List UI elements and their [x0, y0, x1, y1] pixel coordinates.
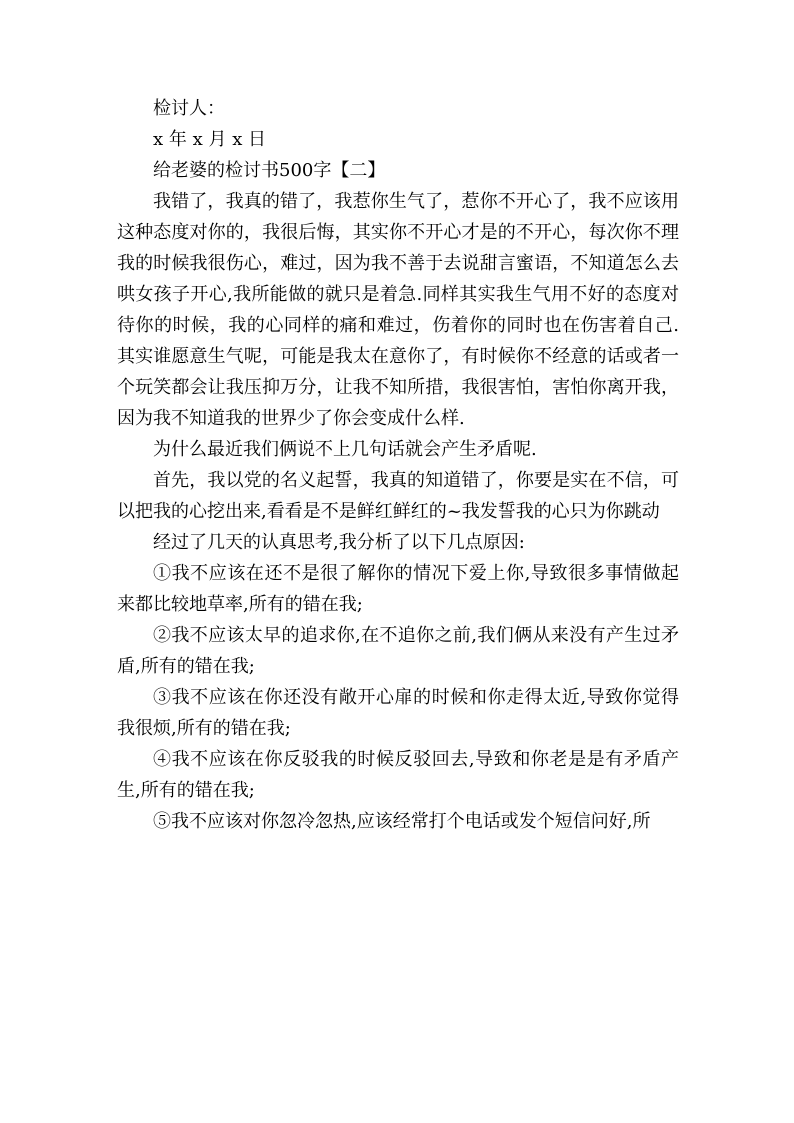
signature-date: x 年 x 月 x 日 — [153, 129, 267, 150]
reason-item-1: ①我不应该在还不是很了解你的情况下爱上你,导致很多事情做起来都比较地草率,所有的错在我; — [117, 563, 679, 615]
section-title: 给老婆的检讨书500字【二】 — [153, 160, 386, 181]
paragraph-reasons-intro: 经过了几天的认真思考,我分析了以下几点原因: — [153, 532, 525, 553]
reason-item-2: ②我不应该太早的追求你,在不追你之前,我们俩从来没有产生过矛盾,所有的错在我; — [117, 625, 679, 677]
document-body — [117, 93, 679, 837]
reason-item-5: ⑤我不应该对你忽冷忽热,应该经常打个电话或发个短信问好,所 — [153, 811, 651, 832]
reason-item-4: ④我不应该在你反驳我的时候反驳回去,导致和你老是是有矛盾产生,所有的错在我; — [117, 749, 679, 801]
reviewer-label: 检讨人： — [153, 98, 225, 119]
paragraph-oath: 首先，我以党的名义起誓，我真的知道错了，你要是实在不信，可以把我的心挖出来,看看是不是鲜红鲜红的~我发誓我的心只为你跳动 — [117, 470, 679, 522]
paragraph-apology: 我错了，我真的错了，我惹你生气了，惹你不开心了，我不应该用这种态度对你的，我很后悔，其实你不开心才是的不开心，每次你不理我的时候我很伤心，难过，因为我不善于去说甜言蜜语，不知道怎么去哄女孩子开心,我所能做的就只是着急.同样其实我生气用不好的态度对待你的时候，我的心同样的痛和难过，伤着你的同时也在伤害着自己.其实谁愿意生气呢，可能是我太在意你了，有时候你不经意的话或者一个玩笑都会让我压抑万分，让我不知所措，我很害怕，害怕你离开我，因为我不知道我的世界少了你会变成什么样. — [117, 191, 679, 429]
reason-item-3: ③我不应该在你还没有敞开心扉的时候和你走得太近,导致你觉得我很烦,所有的错在我; — [117, 687, 679, 739]
paragraph-question: 为什么最近我们俩说不上几句话就会产生矛盾呢. — [153, 439, 537, 460]
